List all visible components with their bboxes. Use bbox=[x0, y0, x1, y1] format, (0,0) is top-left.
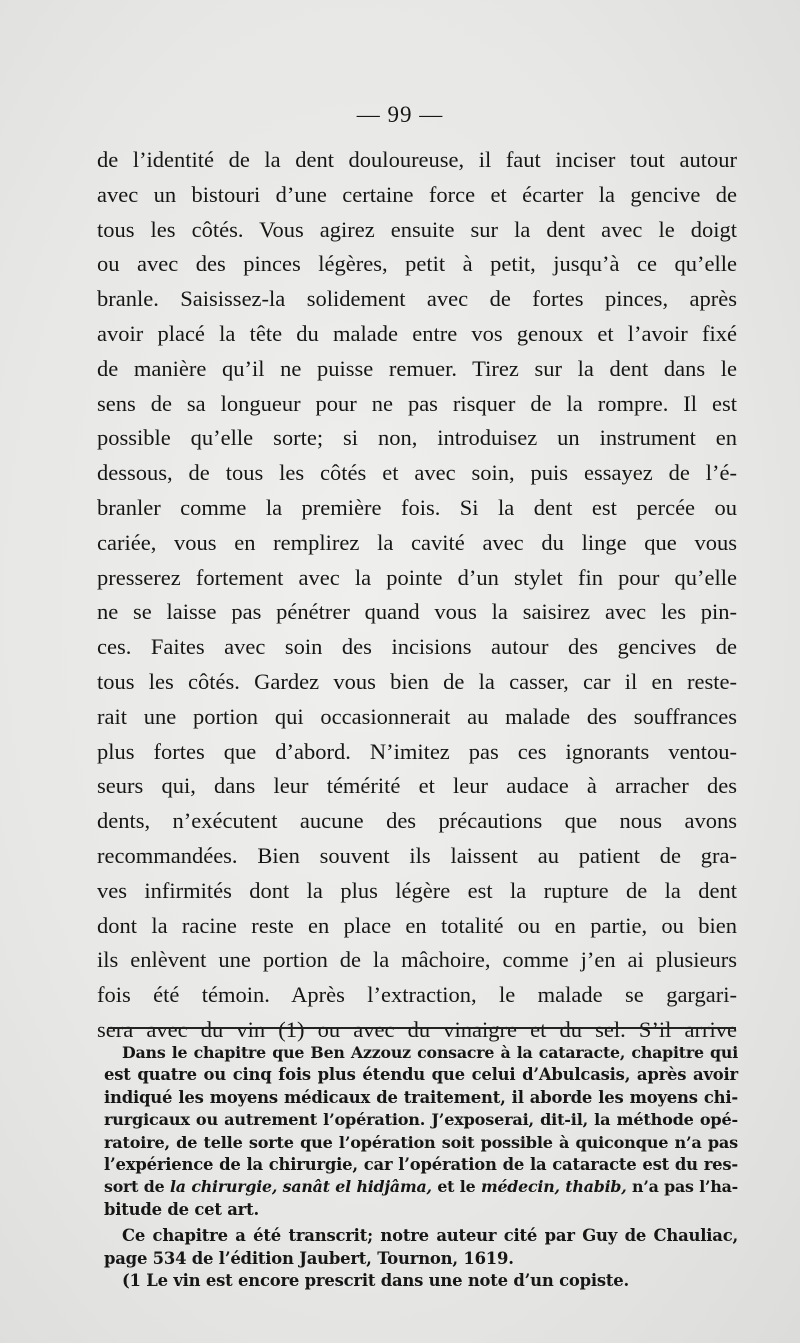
text-line: ces. Faites avec soin des incisions autour des gencives de bbox=[97, 634, 737, 660]
text-line: presserez fortement avec la pointe d’un stylet fin pour qu’elle bbox=[97, 564, 737, 590]
text-line: tous les côtés. Gardez vous bien de la casser, car il en reste- bbox=[97, 668, 737, 694]
text-line: ne se laisse pas pénétrer quand vous la saisirez avec les pin- bbox=[97, 599, 737, 625]
footnote-line: indiqué les moyens médicaux de traitement, il aborde les moyens chi- bbox=[104, 1087, 738, 1107]
text-line: possible qu’elle sorte; si non, introduisez un instrument en bbox=[97, 425, 737, 451]
footnote-line: l’expérience de la chirurgie, car l’opération de la cataracte est du res- bbox=[104, 1154, 738, 1174]
footnote-line bbox=[104, 1176, 738, 1198]
text-line: ils enlèvent une portion de la mâchoire, comme j’en ai plusieurs bbox=[97, 947, 737, 973]
footnote-italic: la chirurgie, sanât el hidjâma, bbox=[169, 1177, 432, 1197]
footnote-line: bitude de cet art. bbox=[104, 1199, 259, 1219]
footnote-text: n’a pas l’ha- bbox=[626, 1177, 739, 1197]
text-line: cariée, vous en remplirez la cavité avec du linge que vous bbox=[97, 529, 737, 555]
footnote-text: sort de bbox=[104, 1177, 170, 1197]
text-line: rait une portion qui occasionnerait au malade des souffrances bbox=[97, 703, 737, 729]
footnote-note-1: (1 Le vin est encore prescrit dans une note d’un copiste. bbox=[122, 1270, 630, 1290]
page-number: — 99 — bbox=[356, 102, 444, 127]
footnote-line: est quatre ou cinq fois plus étendu que celui d’Abulcasis, après avoir bbox=[104, 1065, 738, 1085]
text-line: branler comme la première fois. Si la dent est percée ou bbox=[97, 494, 737, 520]
text-line: fois été témoin. Après l’extraction, le malade se gargari- bbox=[97, 982, 737, 1008]
text-line: seurs qui, dans leur témérité et leur audace à arracher des bbox=[97, 773, 737, 799]
text-line: dont la racine reste en place en totalité ou en partie, ou bien bbox=[97, 912, 737, 938]
footnote-line: ratoire, de telle sorte que l’opération soit possible à quiconque n’a pas bbox=[104, 1132, 738, 1152]
footnote-line: Ce chapitre a été transcrit; notre auteur cité par Guy de Chauliac, bbox=[122, 1226, 738, 1246]
footnote-line: Dans le chapitre que Ben Azzouz consacre à la cataracte, chapitre qui bbox=[122, 1043, 738, 1062]
footnote-line: page 534 de l’édition Jaubert, Tournon, 1619. bbox=[104, 1248, 514, 1268]
text-line: ves infirmités dont la plus légère est la rupture de la dent bbox=[97, 877, 737, 903]
footnote-text: et le bbox=[431, 1177, 481, 1197]
text-line: de l’identité de la dent douloureuse, il faut inciser tout autour bbox=[97, 147, 737, 172]
footnote-line: rurgicaux ou autrement l’opération. J’exposerai, dit-il, la méthode opé- bbox=[104, 1110, 738, 1130]
text-line: avoir placé la tête du malade entre vos genoux et l’avoir fixé bbox=[97, 320, 737, 346]
text-line: avec un bistouri d’une certaine force et écarter la gencive de bbox=[97, 181, 737, 207]
text-line: branle. Saisissez-la solidement avec de fortes pinces, après bbox=[97, 286, 737, 312]
text-line: tous les côtés. Vous agirez ensuite sur la dent avec le doigt bbox=[97, 216, 737, 242]
text-line: dessous, de tous les côtés et avec soin, puis essayez de l’é- bbox=[97, 460, 737, 486]
text-line: sera avec du vin (1) ou avec du vinaigre et du sel. S’il arrive bbox=[97, 1016, 737, 1042]
footnote-rule bbox=[108, 1027, 736, 1029]
footnote-italic: médecin, thabib, bbox=[480, 1177, 627, 1197]
text-line: ou avec des pinces légères, petit à petit, jusqu’à ce qu’elle bbox=[97, 251, 737, 277]
text-line: recommandées. Bien souvent ils laissent au patient de gra- bbox=[97, 842, 737, 868]
text-line: de manière qu’il ne puisse remuer. Tirez sur la dent dans le bbox=[97, 355, 737, 381]
footnotes bbox=[104, 1042, 738, 1292]
text-line: sens de sa longueur pour ne pas risquer de la rompre. Il est bbox=[97, 390, 737, 416]
text-line: plus fortes que d’abord. N’imitez pas ces ignorants ventou- bbox=[97, 738, 737, 764]
text-line: dents, n’exécutent aucune des précautions que nous avons bbox=[97, 808, 737, 834]
body-text bbox=[97, 143, 737, 1048]
